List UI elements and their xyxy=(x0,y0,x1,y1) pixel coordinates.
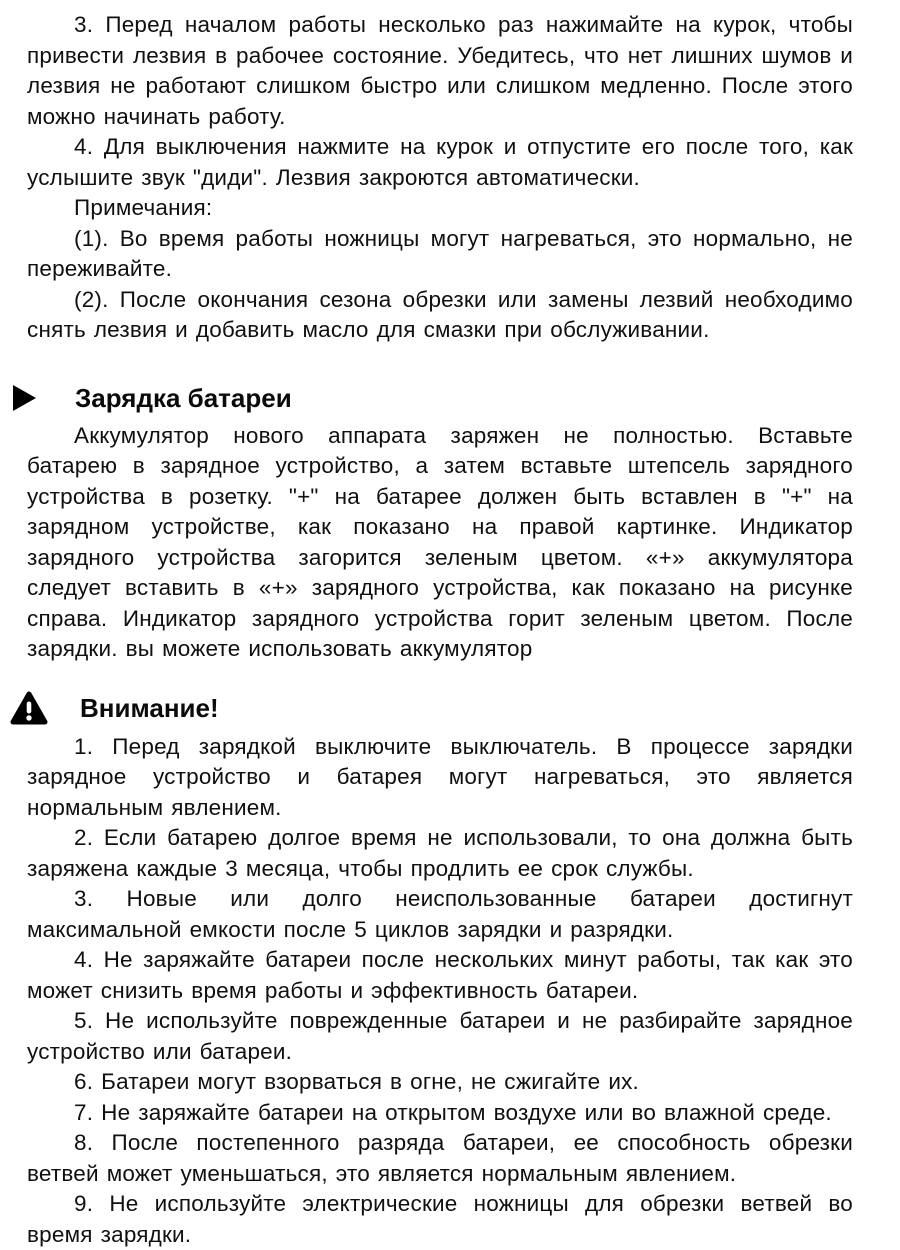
warning-item-3: 3. Новые или долго неиспользованные батареи достигнут максимальной емкости после 5 циклов зарядки и разрядки. xyxy=(27,886,853,942)
note-item-1: (1). Во время работы ножницы могут нагреваться, это нормально, не переживайте. xyxy=(27,225,853,281)
warning-item-7: 7. Не заряжайте батареи на открытом воздухе или во влажной среде. xyxy=(74,1099,832,1125)
charging-body-paragraph: Аккумулятор нового аппарата заряжен не полностью. Вставьте батарею в зарядное устройство, а затем вставьте штепсель зарядного устройства в розетку. "+" на батарее должен быть вставлен в "+" на зарядном устройстве, как показано на правой картинке. Индикатор зарядного устройства загорится зеленым цветом. «+» аккумулятора следует вставить в «+» зарядного устройства, как показано на рисунке справа. Индикатор зарядного устройства горит зеленым цветом. После зарядки. вы можете использовать аккумулятор xyxy=(27,422,853,661)
charging-section-heading xyxy=(13,382,853,414)
warning-section-heading xyxy=(10,691,853,726)
warning-item-9: 9. Не используйте электрические ножницы для обрезки ветвей во время зарядки. xyxy=(27,1191,853,1247)
warning-item-5: 5. Не используйте поврежденные батареи и не разбирайте зарядное устройство или батареи. xyxy=(27,1008,853,1064)
paragraph-step-3: 3. Перед началом работы несколько раз нажимайте на курок, чтобы привести лезвия в рабочее состояние. Убедитесь, что нет лишних шумов и лезвия не работают слишком быстро или слишком медленно. После этого можно начинать работу. xyxy=(27,12,853,129)
warning-item-1: 1. Перед зарядкой выключите выключатель. В процессе зарядки зарядное устройство и батарея могут нагреваться, это является нормальным явлением. xyxy=(27,733,853,820)
play-triangle-icon xyxy=(13,385,36,411)
warning-item-6: 6. Батареи могут взорваться в огне, не сжигайте их. xyxy=(74,1069,639,1094)
warning-section-title: Внимание! xyxy=(80,693,219,723)
warning-item-2: 2. Если батарею долгое время не использовали, то она должна быть заряжена каждые 3 месяца, чтобы продлить ее срок службы. xyxy=(27,825,853,881)
paragraph-step-4: 4. Для выключения нажмите на курок и отпустите его после того, как услышите звук "диди". Лезвия закроются автоматически. xyxy=(27,134,853,190)
warning-triangle-icon xyxy=(10,691,48,726)
charging-section-title: Зарядка батареи xyxy=(75,382,292,413)
note-item-2: (2). После окончания сезона обрезки или замены лезвий необходимо снять лезвия и добавить масло для смазки при обслуживании. xyxy=(27,286,853,342)
warning-item-8: 8. После постепенного разряда батареи, ее способность обрезки ветвей может уменьшаться, это является нормальным явлением. xyxy=(27,1130,853,1186)
notes-label: Примечания: xyxy=(74,195,213,220)
warning-item-4: 4. Не заряжайте батареи после нескольких минут работы, так как это может снизить время работы и эффективность батареи. xyxy=(27,947,853,1003)
